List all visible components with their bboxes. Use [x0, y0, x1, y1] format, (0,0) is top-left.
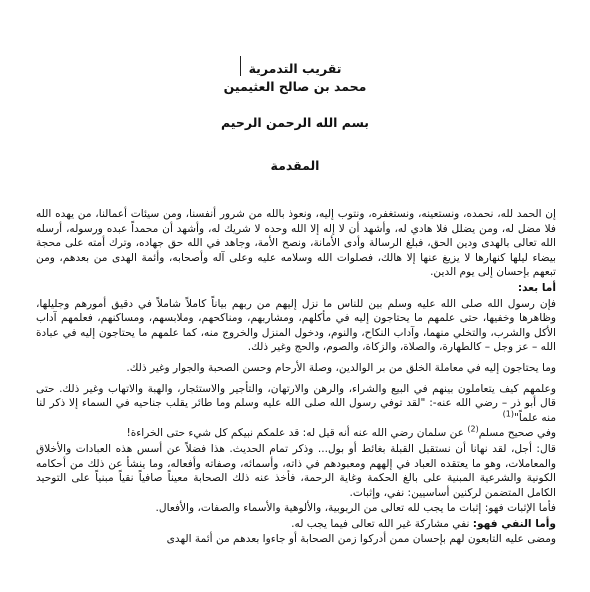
footnote-mark-2: (2) [467, 424, 479, 434]
document-body [36, 207, 556, 548]
paragraph-intro: إن الحمد لله، نحمده، ونستعينه، ونستغفره، ونتوب إليه، ونعوذ بالله من شرور أنفسنا، ومن سيئات أعمالنا، من يهده الله فلا مضل له، ومن يضلل فلا هادي له، وأشهد أن لا إله إلا الله وحده لا شريك له، وأشهد أن محمداً عبده ورسوله، أرسله الله تعالى بالهدى ودين الحق، فبلغ الرسالة وأدى الأمانة، ونصح الأمة، وجاهد في الله حق جهاده، وترك أمته على محجة بيضاء ليلها كنهارها لا يزيغ عنها إلا هالك، فصلوات الله وسلامه عليه وعلى آله وأصحابه، وأئمة الهدى من بعدهم، ومن تبعهم بإحسان إلى يوم الدين. [36, 208, 556, 279]
section-heading: المقدمة [270, 158, 320, 173]
paragraph-muslim [36, 426, 556, 441]
abu-dharr-text: وعلمهم كيف يتعاملون بينهم في البيع والشراء، والرهن والارتهان، والتأجير والاستئجار، والهبة والاتهاب وغير ذلك. حتى قال أبو ذر – رضي الله عنه-: "لقد توفي رسول الله صلى الله عليه وسلم وما طائر يقلب جناحيه في السماء إلا ذكر لنا منه علماً" [36, 382, 556, 424]
paragraph-foundations: قال: أجل، لقد نهانا أن نستقبل القبلة بغائط أو بول... وذكر تمام الحديث. هذا فضلاً عن أسس هذه العبادات والأخلاق والمعاملات، وهو ما يعتقده العباد في إلههم ومعبودهم في ذاته، وأسمائه، وصفاته وأفعاله، وما ينشأ عن ذلك من أحكامه الكونية والشرعية المبنية على بالغ الحكمة وغاية الرحمة، فأخذ عنه ذلك الصحابة معيناً صافياً نقياً مبنياً على التوحيد الكامل المتضمن لركنين أساسيين: نفي، وإثبات. [36, 442, 556, 499]
paragraph-abu-dharr [36, 382, 556, 426]
amma-baad-line [36, 281, 556, 296]
paragraph-prophet-teaching: فإن رسول الله صلى الله عليه وسلم بين للناس ما نزل إليهم من ربهم بياناً كاملاً شاملاً في دقيق أمورهم وجليلها، وظاهرها وخفيها، حتى علمهم ما يحتاجون إليه في مأكلهم، ومشاربهم، ومناكحهم، وملابسهم، ومساكنهم، فعلمهم آداب الأكل والشرب، والتخلي منهما، وآداب النكاح، والنوم، ودخول المنزل والخروج منه، كما علمهم ما يحتاجون إليه في عبادة الله – عز وجل – كالطهارة، والصلاة، والزكاة، والصوم، والحج وغير ذلك. [36, 297, 556, 354]
document-author: محمد بن صالح العثيمين [223, 79, 367, 94]
paragraph-dealings: وما يحتاجون إليه في معاملة الخلق من بر الوالدين، وصلة الأرحام وحسن الصحبة والجوار وغير ذلك. [126, 361, 556, 374]
paragraph-nafy [36, 517, 556, 532]
document-title: تقريب التدمرية [248, 61, 342, 76]
footnote-mark-1: (1) [502, 409, 515, 419]
amma-baad-label: أما بعد: [517, 281, 556, 294]
nafy-text: نفي مشاركة غير الله تعالى فيما يجب له. [291, 517, 470, 530]
nafy-label: وأما النفي فهو: [472, 517, 556, 530]
paragraph-ithbat: فأما الإثبات فهو: إثبات ما يجب لله تعالى من الربوبية، والألوهية والأسماء والصفات، والأفعال. [155, 502, 556, 515]
muslim-text: وفي صحيح مسلم [478, 427, 556, 440]
muslim-continuation: عن سلمان رضي الله عنه أنه قيل له: قد علمكم نبيكم كل شيء حتى الخراءة! [126, 427, 468, 440]
paragraph-tabiun: ومضى عليه التابعون لهم بإحسان ممن أدركوا زمن الصحابة أو جاءوا بعدهم من أئمة الهدى [166, 533, 556, 546]
basmala-line: بسم الله الرحمن الرحيم [221, 115, 369, 130]
